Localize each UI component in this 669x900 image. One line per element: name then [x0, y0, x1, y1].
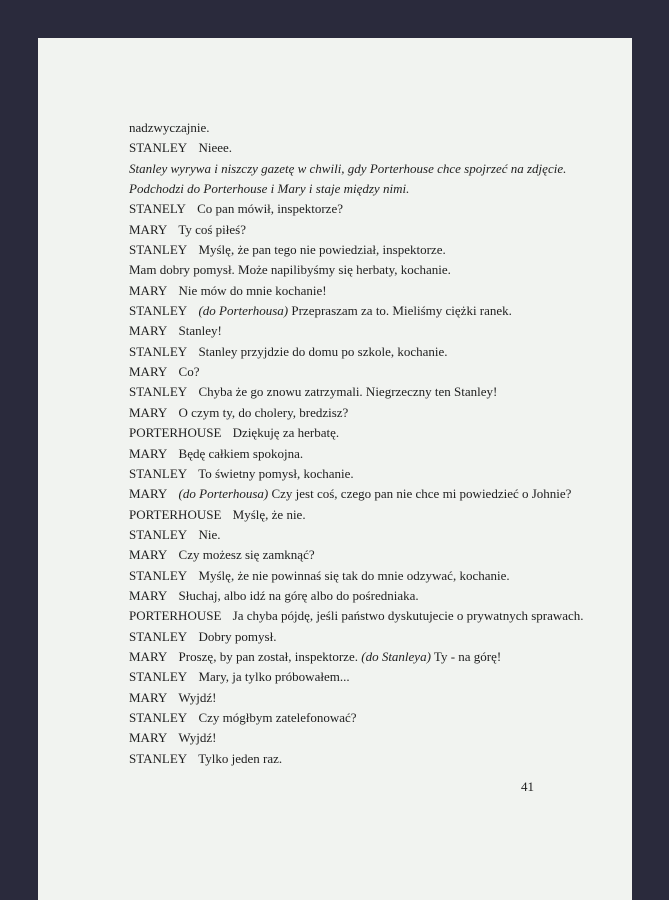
dialogue-text: Co pan mówił, inspektorze?	[197, 201, 343, 217]
speaker-name: STANLEY	[129, 750, 188, 766]
dialogue-text: Myślę, że nie powinnaś się tak do mnie odzywać, kochanie.	[198, 567, 510, 583]
script-line	[129, 260, 609, 280]
speaker-name: STANLEY	[129, 384, 188, 400]
speaker-name: STANLEY	[129, 242, 188, 258]
speaker-name: MARY	[129, 486, 168, 502]
dialogue-text: Co?	[178, 364, 200, 380]
stage-direction: Podchodzi do Porterhouse i Mary i staje między nimi.	[129, 181, 410, 197]
dialogue-text: Nieee.	[198, 140, 232, 156]
dialogue-text: Mam dobry pomysł. Może napilibyśmy się herbaty, kochanie.	[129, 262, 451, 278]
speaker-name: MARY	[129, 587, 168, 603]
script-line	[129, 159, 609, 179]
page-number: 41	[521, 779, 534, 794]
script-line	[129, 728, 609, 748]
speaker-name: PORTERHOUSE	[129, 608, 222, 624]
script-line	[129, 444, 609, 464]
dialogue-text: Mary, ja tylko próbowałem...	[198, 669, 350, 685]
speaker-name: MARY	[129, 404, 168, 420]
script-line	[129, 749, 609, 769]
script-line	[129, 667, 609, 687]
dialogue-text: Proszę, by pan został, inspektorze.	[178, 648, 358, 664]
speaker-name: STANLEY	[129, 526, 188, 542]
dialogue-text: Stanley!	[178, 323, 222, 339]
script-line	[129, 240, 609, 260]
speaker-name: STANLEY	[129, 465, 188, 481]
script-line	[129, 382, 609, 402]
script-line	[129, 464, 609, 484]
speaker-name: MARY	[129, 648, 168, 664]
dialogue-text: Przepraszam za to. Mieliśmy ciężki ranek.	[291, 303, 512, 319]
speaker-name: MARY	[129, 445, 168, 461]
speaker-name: STANLEY	[129, 303, 188, 319]
script-line	[129, 301, 609, 321]
dialogue-text: Czy możesz się zamknąć?	[178, 547, 315, 563]
dialogue-text: Słuchaj, albo idź na górę albo do pośredniaka.	[178, 587, 419, 603]
dialogue-text: Wyjdź!	[178, 730, 217, 746]
script-line	[129, 545, 609, 565]
dialogue-text: Stanley przyjdzie do domu po szkole, kochanie.	[198, 343, 448, 359]
script-line	[129, 525, 609, 545]
script-line	[129, 321, 609, 341]
dialogue-text: Dziękuję za herbatę.	[232, 425, 340, 441]
script-text	[129, 118, 609, 769]
script-line	[129, 586, 609, 606]
dialogue-text: Ty coś piłeś?	[178, 221, 246, 237]
script-line	[129, 708, 609, 728]
script-line	[129, 566, 609, 586]
script-line	[129, 627, 609, 647]
speaker-name: STANELY	[129, 201, 186, 217]
script-line	[129, 423, 609, 443]
dialogue-text: To świetny pomysł, kochanie.	[198, 465, 354, 481]
dialogue-text: Dobry pomysł.	[198, 628, 277, 644]
script-line	[129, 606, 609, 626]
script-line	[129, 342, 609, 362]
speaker-name: STANLEY	[129, 709, 188, 725]
speaker-name: MARY	[129, 689, 168, 705]
dialogue-text: Czy jest coś, czego pan nie chce mi powiedzieć o Johnie?	[271, 486, 572, 502]
dialogue-text: O czym ty, do cholery, bredzisz?	[178, 404, 349, 420]
speaker-name: MARY	[129, 221, 168, 237]
speaker-name: MARY	[129, 282, 168, 298]
dialogue-text: Ja chyba pójdę, jeśli państwo dyskutujecie o prywatnych sprawach.	[232, 608, 584, 624]
inline-stage-direction: (do Stanleya)	[361, 648, 431, 664]
script-line	[129, 647, 609, 667]
script-line	[129, 179, 609, 199]
dialogue-text: Wyjdź!	[178, 689, 217, 705]
speaker-name: STANLEY	[129, 628, 188, 644]
dialogue-text: Nie.	[198, 526, 221, 542]
script-line	[129, 484, 609, 504]
script-line	[129, 138, 609, 158]
script-line	[129, 403, 609, 423]
document-page	[38, 38, 632, 900]
speaker-name: STANLEY	[129, 669, 188, 685]
dialogue-text: nadzwyczajnie.	[129, 120, 210, 135]
dialogue-text: Nie mów do mnie kochanie!	[178, 282, 327, 298]
dialogue-text: Będę całkiem spokojna.	[178, 445, 304, 461]
speaker-name: MARY	[129, 364, 168, 380]
script-line	[129, 281, 609, 301]
inline-stage-direction: (do Porterhousa)	[198, 303, 289, 319]
script-line	[129, 362, 609, 382]
script-line	[129, 118, 609, 138]
dialogue-text: Myślę, że pan tego nie powiedział, inspektorze.	[198, 242, 446, 258]
inline-stage-direction: (do Porterhousa)	[178, 486, 269, 502]
speaker-name: STANLEY	[129, 343, 188, 359]
speaker-name: STANLEY	[129, 567, 188, 583]
dialogue-text: Tylko jeden raz.	[198, 750, 283, 766]
dialogue-text: Myślę, że nie.	[232, 506, 306, 522]
dialogue-text: Czy mógłbym zatelefonować?	[198, 709, 357, 725]
speaker-name: STANLEY	[129, 140, 188, 156]
stage-direction: Stanley wyrywa i niszczy gazetę w chwili, gdy Porterhouse chce spojrzeć na zdjęcie.	[129, 160, 567, 176]
speaker-name: MARY	[129, 730, 168, 746]
script-line	[129, 199, 609, 219]
dialogue-text: Chyba że go znowu zatrzymali. Niegrzeczny ten Stanley!	[198, 384, 498, 400]
speaker-name: MARY	[129, 323, 168, 339]
speaker-name: PORTERHOUSE	[129, 425, 222, 441]
script-line	[129, 688, 609, 708]
speaker-name: PORTERHOUSE	[129, 506, 222, 522]
dialogue-text: Ty - na górę!	[433, 648, 502, 664]
script-line	[129, 505, 609, 525]
script-line	[129, 220, 609, 240]
speaker-name: MARY	[129, 547, 168, 563]
